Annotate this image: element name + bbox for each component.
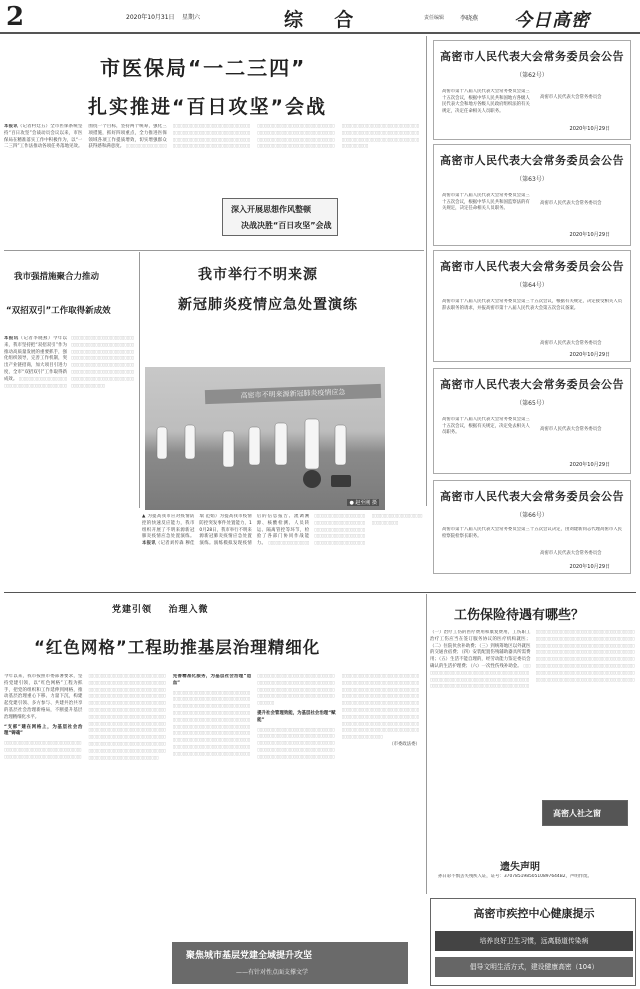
health-banner (430, 898, 636, 986)
article3-caption: ▲ 为提高我市应对疫情防控的快速反应能力，我市组织开展了不明来源新冠肺炎疫情应急处置演练。 (142, 514, 195, 540)
article3-byline-detail: （记者刘传森 穆佳瑞 范娟） (155, 514, 220, 547)
article5-headline: 工伤保险待遇有哪些？ (454, 608, 585, 623)
page-number: 2 (6, 2, 25, 32)
notice-66-date: 2020年10月29日 (569, 564, 610, 570)
notice-64-title: 高密市人民代表大会常务委员会公告 (440, 260, 624, 273)
notice-63 (433, 144, 631, 246)
footer-banner-line1: 聚焦城市基层党建全域提升攻坚 (186, 951, 313, 961)
notice-64 (433, 250, 631, 362)
article3-body: ▲ 为提高我市应对疫情防控的快速反应能力，我市组织开展了不明来源新冠肺炎疫情应急处置演练。本报讯（记者刘传森 穆佳瑞 范娟）为提高我市疫情防控突发事件处置能力，10月28日，我市举行不明来源新冠肺炎疫情应急处置演练。演练模拟发现疫情后的信息报告、流调溯源、核酸检测、人员转运、隔离管控等环节，检验了各部门协同作战能力。 ▯▯▯▯▯▯▯▯▯▯▯▯▯▯▯▯▯▯▯▯▯▯▯▯▯▯▯▯▯▯▯▯▯▯▯▯▯▯▯▯▯▯▯▯▯▯▯▯▯▯▯▯▯▯▯▯▯▯▯▯▯▯▯▯▯▯▯▯▯▯▯▯▯▯▯▯▯▯▯▯▯▯▯▯▯▯▯▯▯▯▯▯▯▯▯▯▯▯▯▯▯▯▯▯▯▯▯▯▯▯▯▯▯▯▯▯▯▯▯▯▯▯▯▯▯▯▯▯▯▯▯▯▯▯▯▯▯▯▯▯▯▯▯▯▯▯▯▯▯▯▯▯▯▯ (142, 514, 423, 547)
article3-headline-line2: 新冠肺炎疫情应急处置演练 (178, 297, 358, 313)
article-investment (4, 254, 136, 510)
notice-62-title: 高密市人民代表大会常务委员会公告 (440, 50, 624, 63)
article4-subhead1: “支部”建在网格上，为基层社会治理“铸魂” (4, 724, 83, 737)
article-medical-insurance (4, 38, 422, 248)
notice-62-date: 2020年10月29日 (569, 126, 610, 132)
article-work-injury (430, 600, 636, 850)
article1-byline-detail: （记者村廷五） (17, 124, 51, 129)
notice-66-number: （第66号） (516, 512, 548, 519)
editor-name: 李晓燕 (460, 15, 479, 22)
notice-66-title: 高密市人民代表大会常务委员会公告 (440, 490, 624, 503)
notice-66-issuer: 高密市人民代表大会常务委员会 (540, 551, 602, 556)
notice-65 (433, 368, 631, 474)
figure-7 (335, 425, 346, 465)
notice-64-body: 高密市第十八届人民代表大会常务委员会第三十五次会议，根据有关规定，决定接受相关人员辞去职务的请求，并报高密市第十八届人民代表大会第五次会议备案。 (442, 299, 623, 311)
photo-figures (145, 367, 385, 510)
notice-63-title: 高密市人民代表大会常务委员会公告 (440, 154, 624, 167)
notice-64-date: 2020年10月29日 (569, 352, 610, 358)
article2-byline: 本报讯 (4, 336, 19, 341)
article5-body: （一）治疗工伤的医疗费用和康复费用，工伤职工治疗工伤应当在签订服务协议的医疗机构就医；（二）住院伙食补助费；（三）到统筹地区以外就医的交通食宿费；（四）安装配置伤残辅助器具所需费用；（五）生活不能自理的，经劳动能力鉴定委员会确认的生活护理费；（六）一次性伤残补助金。 ▯▯▯▯▯▯▯▯▯▯▯▯▯▯▯▯▯▯▯▯▯▯▯▯▯▯▯▯▯▯▯▯▯▯▯▯▯▯▯▯▯▯▯▯▯▯▯▯▯▯▯▯▯▯▯▯▯▯▯▯▯▯▯▯▯▯▯▯▯▯▯▯▯▯▯▯▯▯▯▯▯▯▯▯▯▯▯▯▯▯▯▯▯▯▯▯▯▯▯▯▯▯▯▯▯▯▯▯▯▯▯▯▯▯▯▯▯▯▯▯▯▯▯▯▯▯▯▯▯▯▯▯▯▯▯▯▯▯▯▯▯▯▯▯▯▯▯▯▯▯▯▯▯▯▯▯▯▯▯▯▯▯▯▯▯▯▯▯▯▯▯▯▯▯▯▯▯▯▯▯▯▯▯▯▯▯▯▯▯▯▯▯▯▯▯▯▯▯▯▯▯▯▯▯▯▯▯▯▯▯▯▯▯▯▯▯▯▯▯▯▯▯▯▯▯▯▯▯▯▯▯▯▯▯▯▯▯▯▯▯▯▯▯▯▯▯▯▯▯▯▯▯▯▯▯▯▯▯▯▯▯▯▯▯▯▯▯▯▯▯▯▯▯▯▯▯▯▯▯▯▯▯▯▯▯▯▯▯▯▯▯▯▯▯▯▯▯▯▯▯▯▯▯▯▯▯▯▯▯▯▯▯▯▯▯▯▯▯▯▯▯▯▯▯▯▯▯▯▯▯▯▯▯▯▯▯▯▯▯▯▯▯▯▯▯▯▯▯▯▯▯▯▯▯▯▯▯▯▯▯▯▯▯▯▯▯▯▯▯▯▯▯▯▯▯▯▯▯▯▯▯▯▯▯▯▯▯▯▯▯▯▯▯▯▯▯▯▯▯▯▯▯▯▯▯▯▯▯▯▯▯▯▯▯▯▯▯▯▯▯▯▯▯▯▯▯▯▯▯▯▯▯▯▯▯▯▯▯▯▯▯▯▯▯▯▯▯▯▯▯▯▯▯▯ (430, 630, 635, 690)
article4-kicker: 党建引领 治理入微 (112, 605, 209, 615)
article4-footer-banner (172, 942, 408, 984)
article2-body: 本报讯（记者李晓燕）今年以来，我市坚持把“双招双引”作为推动高质量发展的重要抓手，强化组织领导，完善工作机制，突出产业链招商，加大项目引进力度，全市“双招双引”工作取得新成效。 ▯▯▯▯▯▯▯▯▯▯▯▯▯▯▯▯▯▯▯▯▯▯▯▯▯▯▯▯▯▯▯▯▯▯▯▯▯▯▯▯▯▯▯▯▯▯▯▯▯▯▯▯▯▯▯▯▯▯▯▯▯▯▯▯▯▯▯▯▯▯▯▯▯▯▯▯▯▯▯▯▯▯▯▯▯▯▯▯▯▯▯▯▯▯▯▯▯▯▯▯▯▯▯▯▯▯▯▯▯▯▯▯▯▯▯▯▯▯▯▯▯▯▯▯▯▯▯▯▯▯▯▯▯▯▯▯▯▯▯▯▯▯▯▯▯▯▯▯▯▯▯▯▯▯▯▯▯▯▯▯▯▯▯▯▯▯▯▯▯▯▯▯▯▯▯▯▯▯▯▯▯▯▯▯▯▯▯▯▯▯▯▯▯▯▯▯▯▯▯▯▯▯▯▯▯▯▯▯▯▯▯▯▯▯▯▯▯▯▯▯▯▯▯▯▯▯▯▯▯▯▯▯▯▯▯▯▯▯▯▯▯▯ (4, 336, 134, 389)
article1-byline: 本报讯 (4, 124, 18, 129)
notice-65-title: 高密市人民代表大会常务委员会公告 (440, 378, 624, 391)
article4-body: 今年以来，我市按照市委部署要求，坚持党建引领，以“红色网格”工程为抓手，把党的组织和工作延伸到网格，推动基层治理重心下移、力量下沉，构建起党建引领、多方参与、共建共治共享的基层社会治理新格局，不断提升基层治理精细化水平。 “支部”建在网格上，为基层社会治理“铸魂” ▯▯▯▯▯▯▯▯▯▯▯▯▯▯▯▯▯▯▯▯▯▯▯▯▯▯▯▯▯▯▯▯▯▯▯▯▯▯▯▯▯▯▯▯▯▯▯▯▯▯▯▯▯▯▯▯▯▯▯▯▯▯▯▯▯▯▯▯▯▯▯▯▯▯▯▯▯▯▯▯▯▯▯▯▯▯▯▯▯▯▯▯▯▯▯▯▯▯▯▯▯▯▯▯▯▯▯▯▯▯▯▯▯▯▯▯▯▯▯▯▯▯▯▯▯▯▯▯▯▯▯▯▯▯▯▯▯▯▯▯▯▯▯▯▯▯▯▯▯▯▯▯▯▯▯▯▯▯▯▯▯▯▯▯▯▯▯▯▯▯▯▯▯▯▯▯▯▯▯▯▯▯▯▯▯▯▯▯▯▯▯▯▯▯▯▯▯▯▯▯▯▯▯▯▯▯▯▯▯▯▯▯▯▯▯▯▯▯▯▯▯▯▯▯▯▯▯▯▯▯▯▯▯▯▯▯▯▯▯▯▯▯▯▯▯▯▯▯▯▯▯▯▯▯▯▯▯▯▯▯▯▯▯▯▯▯▯▯▯▯▯▯▯▯▯▯▯▯▯▯▯▯▯▯▯▯▯▯▯▯▯▯▯▯▯▯▯▯▯▯▯▯▯▯▯▯▯▯▯▯▯▯▯▯▯▯▯▯▯▯▯▯▯▯▯▯▯▯▯▯▯▯▯▯▯▯▯▯▯▯▯▯▯▯▯▯▯▯▯▯▯▯▯▯▯▯▯▯▯▯▯▯▯▯▯▯▯▯▯▯▯▯▯▯▯▯▯▯▯▯▯▯▯▯▯▯▯▯▯▯▯▯▯▯▯▯▯▯▯▯▯▯▯▯▯▯▯▯▯▯▯▯▯▯▯▯▯▯▯▯▯▯▯▯▯▯▯▯▯▯▯▯▯▯▯▯▯▯▯▯▯▯▯▯▯▯▯▯▯▯▯▯▯▯▯▯▯▯▯▯▯▯▯▯▯▯▯▯▯▯▯▯▯▯▯▯▯▯▯▯▯▯▯▯▯▯▯▯▯▯▯▯▯▯▯▯▯▯▯▯▯▯▯▯▯▯▯▯▯ 完善精准化服务，为基层社会治理“造血” ▯▯▯▯▯▯▯▯▯▯▯▯▯▯▯▯▯▯▯▯▯▯▯▯▯▯▯▯▯▯▯▯▯▯▯▯▯▯▯▯▯▯▯▯▯▯▯▯▯▯▯▯▯▯▯▯▯▯▯▯▯▯▯▯▯▯▯▯▯▯▯▯▯▯▯▯▯▯▯▯▯▯▯▯▯▯▯▯▯▯▯▯▯▯▯▯▯▯▯▯▯▯▯▯▯▯▯▯▯▯▯▯▯▯▯▯▯▯▯▯▯▯▯▯▯▯▯▯▯▯▯▯▯▯▯▯▯▯▯▯▯▯▯▯▯▯▯▯▯▯▯▯▯▯▯▯▯▯▯▯▯▯▯▯▯▯▯▯▯▯▯▯▯▯▯▯▯▯▯▯▯▯▯▯▯▯▯▯▯▯▯▯▯▯▯▯▯▯▯▯▯▯▯▯▯▯▯▯▯▯▯▯▯▯▯▯▯▯▯▯▯▯▯▯▯▯▯▯▯▯▯▯▯▯▯▯▯▯▯▯▯▯▯▯▯▯▯▯▯▯▯▯▯▯▯▯▯▯▯▯▯▯▯▯▯▯▯▯▯▯▯▯▯▯▯▯▯▯▯▯▯▯▯▯▯▯▯▯▯▯▯▯▯▯▯▯▯▯▯▯▯▯▯▯▯▯▯▯▯▯▯▯▯▯▯▯▯▯▯▯▯▯▯▯▯▯▯▯▯▯▯▯▯▯▯▯▯▯▯▯▯▯▯▯▯▯▯▯▯▯▯▯▯▯▯▯▯▯▯▯▯▯▯▯▯▯▯▯▯▯▯▯▯▯▯▯▯▯▯▯▯▯▯▯▯▯▯▯▯▯▯▯▯▯▯▯▯▯▯▯▯▯▯▯▯▯▯▯▯▯▯▯▯▯▯▯▯▯▯▯▯▯▯▯▯▯▯▯▯▯▯▯▯▯▯▯▯▯▯▯▯▯▯▯▯▯▯▯▯▯▯▯▯▯▯ 提升社会管理效能，为基层社会治理“赋能” ▯▯▯▯▯▯▯▯▯▯▯▯▯▯▯▯▯▯▯▯▯▯▯▯▯▯▯▯▯▯▯▯▯▯▯▯▯▯▯▯▯▯▯▯▯▯▯▯▯▯▯▯▯▯▯▯▯▯▯▯▯▯▯▯▯▯▯▯▯▯▯▯▯▯▯▯▯▯▯▯▯▯▯▯▯▯▯▯▯▯▯▯▯▯▯▯▯▯▯▯▯▯▯▯▯▯▯▯▯▯▯▯▯▯▯▯▯▯▯▯▯▯▯▯▯▯▯▯▯▯▯▯▯▯▯▯▯▯▯▯▯▯▯▯▯▯▯▯▯▯▯▯▯▯▯▯▯▯▯▯▯▯▯▯▯▯▯▯▯▯▯▯▯▯▯▯▯▯▯▯▯▯▯▯▯▯▯▯▯▯▯▯▯▯▯▯▯▯▯▯▯▯▯▯▯▯▯▯▯▯▯▯▯▯▯▯▯▯▯▯▯▯▯▯▯▯▯▯▯▯▯▯▯▯▯▯▯▯▯▯▯▯▯▯▯▯▯▯▯▯▯▯▯▯▯▯▯▯▯▯▯▯▯▯▯▯▯▯▯▯▯▯▯▯▯▯▯▯▯▯▯▯▯▯▯▯▯▯▯▯▯▯▯▯▯▯▯▯▯▯▯▯▯▯▯▯▯▯▯▯▯▯▯▯▯▯▯▯▯▯▯▯▯▯▯▯▯▯▯▯▯▯▯▯▯▯▯▯▯▯▯▯▯▯▯▯▯▯▯▯▯▯▯▯▯▯▯▯▯▯▯▯▯▯▯▯▯▯▯▯▯▯▯▯▯▯▯▯▯▯▯▯▯▯▯▯▯▯▯▯▯▯▯▯▯▯▯▯▯▯▯▯▯▯▯▯▯▯▯▯▯▯▯▯▯▯▯▯▯▯▯▯▯▯▯▯▯▯▯▯▯▯▯▯▯▯▯▯▯▯▯▯▯▯▯▯▯▯▯▯▯▯▯▯▯▯▯▯▯▯▯▯▯▯▯ （市委政法委） (4, 674, 420, 761)
notice-65-body: 高密市第十八届人民代表大会常务委员会第三十五次会议，根据有关规定，决定免去相关人员职务。 (442, 417, 530, 436)
article4-subhead3: 提升社会管理效能，为基层社会治理“赋能” (257, 710, 336, 723)
editor-label: 责任编辑 (424, 15, 445, 21)
notice-63-issuer: 高密市人民代表大会常务委员会 (540, 201, 602, 206)
health-banner-title: 高密市疾控中心健康提示 (473, 907, 595, 920)
article3-headline-line1: 我市举行不明来源 (198, 267, 318, 283)
notice-62-body: 高密市第十八届人民代表大会常务委员会第三十五次会议，根据中华人民共和国地方各级人民代表大会和地方各级人民政府组织法的有关规定，决定任命相关人员职务。 (442, 89, 530, 114)
notice-66-body: 高密市第十八届人民代表大会常务委员会第三十五次会议决定，由刘建新同志代理高密市人民检察院检察长职务。 (442, 527, 623, 539)
article2-byline-detail: （记者李晓燕） (18, 336, 53, 341)
section-title: 综 合 (284, 9, 360, 31)
figure-1 (157, 427, 167, 459)
photo-credit: ● 赵至刚 摄 (349, 500, 377, 506)
article1-headline-line2: 扎实推进“百日攻坚”会战 (88, 96, 327, 118)
lost-notice-title: 遗失声明 (500, 862, 540, 873)
notice-65-number: （第65号） (516, 400, 548, 407)
article1-body: 本报讯（记者村廷五）全市医保系统坚持“百日攻坚”会战动员会议以来，市医保局在精准落实工作中积极作为，以“一二三四”工作法推动各项任务落地见效。围绕一个目标，坚持两个统筹，强化三项措施，抓好四项重点，全力推进医保领域各项工作提质增效，切实增强群众获得感和满意度。 ▯▯▯▯▯▯▯▯▯▯▯▯▯▯▯▯▯▯▯▯▯▯▯▯▯▯▯▯▯▯▯▯▯▯▯▯▯▯▯▯▯▯▯▯▯▯▯▯▯▯▯▯▯▯▯▯▯▯▯▯▯▯▯▯▯▯▯▯▯▯▯▯▯▯▯▯▯▯▯▯▯▯▯▯▯▯▯▯▯▯▯▯▯▯▯▯▯▯▯▯▯▯▯▯▯▯▯▯▯▯▯▯▯▯▯▯▯▯▯▯▯▯▯▯▯▯▯▯▯▯▯▯▯▯▯▯▯▯▯▯▯▯▯▯▯▯▯▯▯▯▯▯▯▯▯▯▯▯▯▯▯▯▯▯▯▯▯▯▯▯▯▯▯▯▯▯▯▯▯▯▯▯▯▯▯▯▯▯▯▯▯▯▯▯▯▯▯▯▯▯▯▯▯▯▯▯▯▯▯▯▯▯▯▯▯▯▯▯▯▯▯▯▯▯▯▯▯▯▯▯▯▯▯▯▯▯▯▯▯▯▯▯▯▯▯▯▯▯▯▯▯▯▯▯▯▯▯▯▯▯▯▯▯▯▯▯▯▯▯▯▯▯▯▯▯▯▯▯▯▯▯▯▯▯▯▯▯▯▯▯▯▯▯▯▯▯▯▯▯▯▯▯▯▯▯▯▯▯▯▯▯▯▯▯▯▯▯▯▯▯▯▯▯▯▯▯▯▯▯▯▯▯▯▯▯▯▯▯▯▯▯▯▯▯▯▯▯▯▯▯▯▯▯▯▯▯▯▯▯▯▯▯▯▯▯▯▯▯▯▯▯▯▯▯▯▯▯▯▯▯ (4, 124, 419, 150)
notice-66 (433, 480, 631, 574)
issue-date: 2020年10月31日 (126, 14, 175, 21)
article4-end-note: （市委政法委） (389, 741, 420, 747)
lost-notice-body: 孙日彩不慎丢失残疾人证，证号：37078519850510897644B2，声明作废。 (438, 874, 592, 879)
health-banner-slogan2: 倡导文明生活方式，建设健康高密（104） (435, 957, 633, 977)
article2-text: 今年以来，我市坚持把“双招双引”作为推动高质量发展的重要抓手，强化组织领导，完善工作机制，突出产业链招商，加大项目引进力度，全市“双招双引”工作取得新成效。 (4, 336, 67, 382)
footer-banner-line2: ——有针对性点面支撑文学 (236, 969, 309, 976)
figure-3 (223, 431, 234, 467)
article2-headline-line1: 我市强措施聚合力推动 (14, 272, 100, 282)
drill-photo (145, 367, 385, 510)
page-header (0, 0, 640, 34)
callout-line1: 深入开展思想作风整顿 (231, 205, 311, 214)
issue-weekday: 星期六 (182, 14, 201, 21)
article3-byline: 本报讯 (142, 541, 156, 547)
health-banner-slogan1: 培养良好卫生习惯，远离肠道传染病 (435, 931, 633, 951)
article5-text: （一）治疗工伤的医疗费用和康复费用，工伤职工治疗工伤应当在签订服务协议的医疗机构就医；（二）住院伙食补助费；（三）到统筹地区以外就医的交通食宿费；（四）安装配置伤残辅助器具所需费用；（五）生活不能自理的，经劳动能力鉴定委员会确认的生活护理费；（六）一次性伤残补助金。 (430, 630, 531, 669)
article1-callout-box (222, 198, 338, 236)
figure-4 (249, 427, 260, 465)
article4-headline: “红色网格”工程助推基层治理精细化 (34, 638, 321, 657)
article2-headline-line2: “双招双引”工作取得新成效 (6, 306, 111, 316)
article3-text: 为提高我市疫情防控突发事件处置能力，10月28日，我市举行不明来源新冠肺炎疫情应急处置演练。演练模拟发现疫情后的信息报告、流调溯源、核酸检测、人员转运、隔离管控等环节，检验了各部门协同作战能力。 (199, 514, 310, 547)
notice-62 (433, 40, 631, 140)
notice-63-body: 高密市第十八届人民代表大会常务委员会第三十五次会议，根据中华人民共和国监察法的有关规定，决定任命相关人员职务。 (442, 193, 530, 212)
notice-62-number: （第62号） (516, 72, 548, 79)
notice-64-issuer: 高密市人民代表大会常务委员会 (540, 341, 602, 346)
notice-63-date: 2020年10月29日 (569, 232, 610, 238)
callout-line2: 决战决胜“百日攻坚”会战 (241, 221, 332, 230)
lost-notice (430, 856, 636, 896)
source-label: 高密人社之窗 (553, 809, 601, 818)
paper-logo: 今日高密 (514, 10, 590, 31)
article1-text: 全市医保系统坚持“百日攻坚”会战动员会议以来，市医保局在精准落实工作中积极作为，以“一二三四”工作法推动各项任务落地见效。围绕一个目标，坚持两个统筹，强化三项措施，抓好四项重点，全力推进医保领域各项工作提质增效，切实增强群众获得感和满意度。 (4, 124, 167, 150)
notice-62-issuer: 高密市人民代表大会常务委员会 (540, 95, 602, 100)
article1-headline-line1: 市医保局“一二三四” (100, 56, 307, 80)
article4-subhead2: 完善精准化服务，为基层社会治理“造血” (172, 674, 252, 686)
article5-source-badge (542, 800, 628, 826)
notice-64-number: （第64号） (516, 282, 548, 289)
notice-65-date: 2020年10月29日 (569, 462, 610, 468)
notice-63-number: （第63号） (516, 176, 548, 183)
photo-banner: 高密市不明来源新冠肺炎疫情应急 (205, 384, 381, 404)
figure-5 (275, 423, 287, 465)
notice-65-issuer: 高密市人民代表大会常务委员会 (540, 427, 602, 432)
figure-2 (185, 425, 195, 459)
figure-6 (305, 419, 319, 469)
article-red-grid (4, 596, 422, 988)
article4-text: 今年以来，我市按照市委部署要求，坚持党建引领，以“红色网格”工程为抓手，把党的组织和工作延伸到网格，推动基层治理重心下移、力量下沉，构建起党建引领、多方参与、共建共治共享的基层社会治理新格局，不断提升基层治理精细化水平。 (4, 674, 83, 720)
